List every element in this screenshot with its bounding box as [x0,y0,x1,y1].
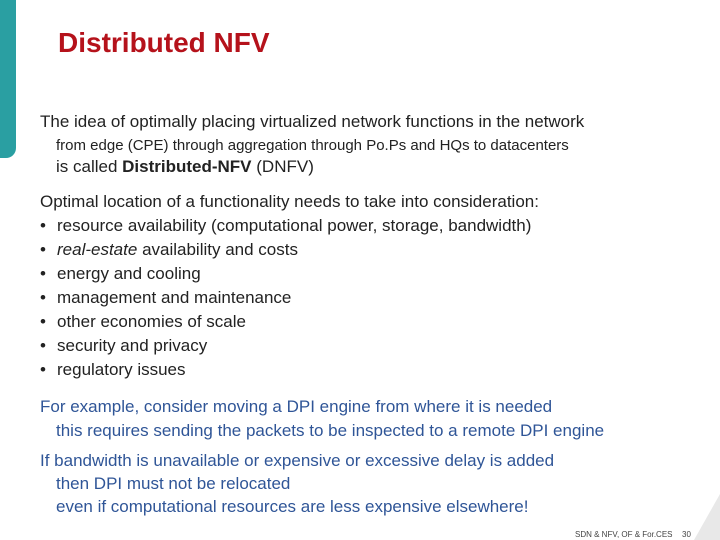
list-item-text: other economies of scale [57,312,246,331]
list-item [40,262,531,286]
dnfv-term: Distributed-NFV [122,157,252,176]
list-item [40,286,531,310]
considerations-list [40,214,531,382]
if-line-1: If bandwidth is unavailable or expensive or excessive delay is added [40,451,555,470]
bullet-dot: • [40,240,46,259]
list-item [40,310,531,334]
intro-line-2: from edge (CPE) through aggregation through Po.Ps and HQs to datacenters [56,137,569,154]
list-item-text: regulatory issues [57,360,186,379]
bullet-dot: • [40,360,46,379]
example-line-2: this requires sending the packets to be inspected to a remote DPI engine [56,421,605,440]
list-item [40,238,531,262]
list-item-text: energy and cooling [57,264,201,283]
list-item-text: resource availability (computational power, storage, bandwidth) [57,216,532,235]
optimal-heading: Optimal location of a functionality needs to take into consideration: [40,192,539,211]
intro-line-3-post: (DNFV) [251,157,314,176]
page-number: 30 [682,530,691,539]
example-line-1: For example, consider moving a DPI engine from where it is needed [40,397,553,416]
intro-line-1: The idea of optimally placing virtualized network functions in the network [40,112,585,131]
list-item [40,334,531,358]
bullet-dot: • [40,336,46,355]
real-estate-term: real-estate [57,240,138,259]
list-item [40,214,531,238]
footer-text: SDN & NFV, OF & For.CES [575,530,673,539]
list-item-text: availability and costs [142,240,298,259]
bullet-dot: • [40,216,46,235]
intro-line-3-pre: is called [56,157,123,176]
accent-bar [0,0,16,158]
bullet-dot: • [40,264,46,283]
list-item-text: security and privacy [57,336,208,355]
intro-line-3 [56,157,314,177]
slide-title: Distributed NFV [58,27,270,58]
bullet-dot: • [40,288,46,307]
if-line-3: even if computational resources are less expensive elsewhere! [56,497,529,516]
corner-decoration [694,494,720,540]
list-item [40,358,531,382]
list-item-text: management and maintenance [57,288,292,307]
if-line-2: then DPI must not be relocated [56,474,291,493]
bullet-dot: • [40,312,46,331]
